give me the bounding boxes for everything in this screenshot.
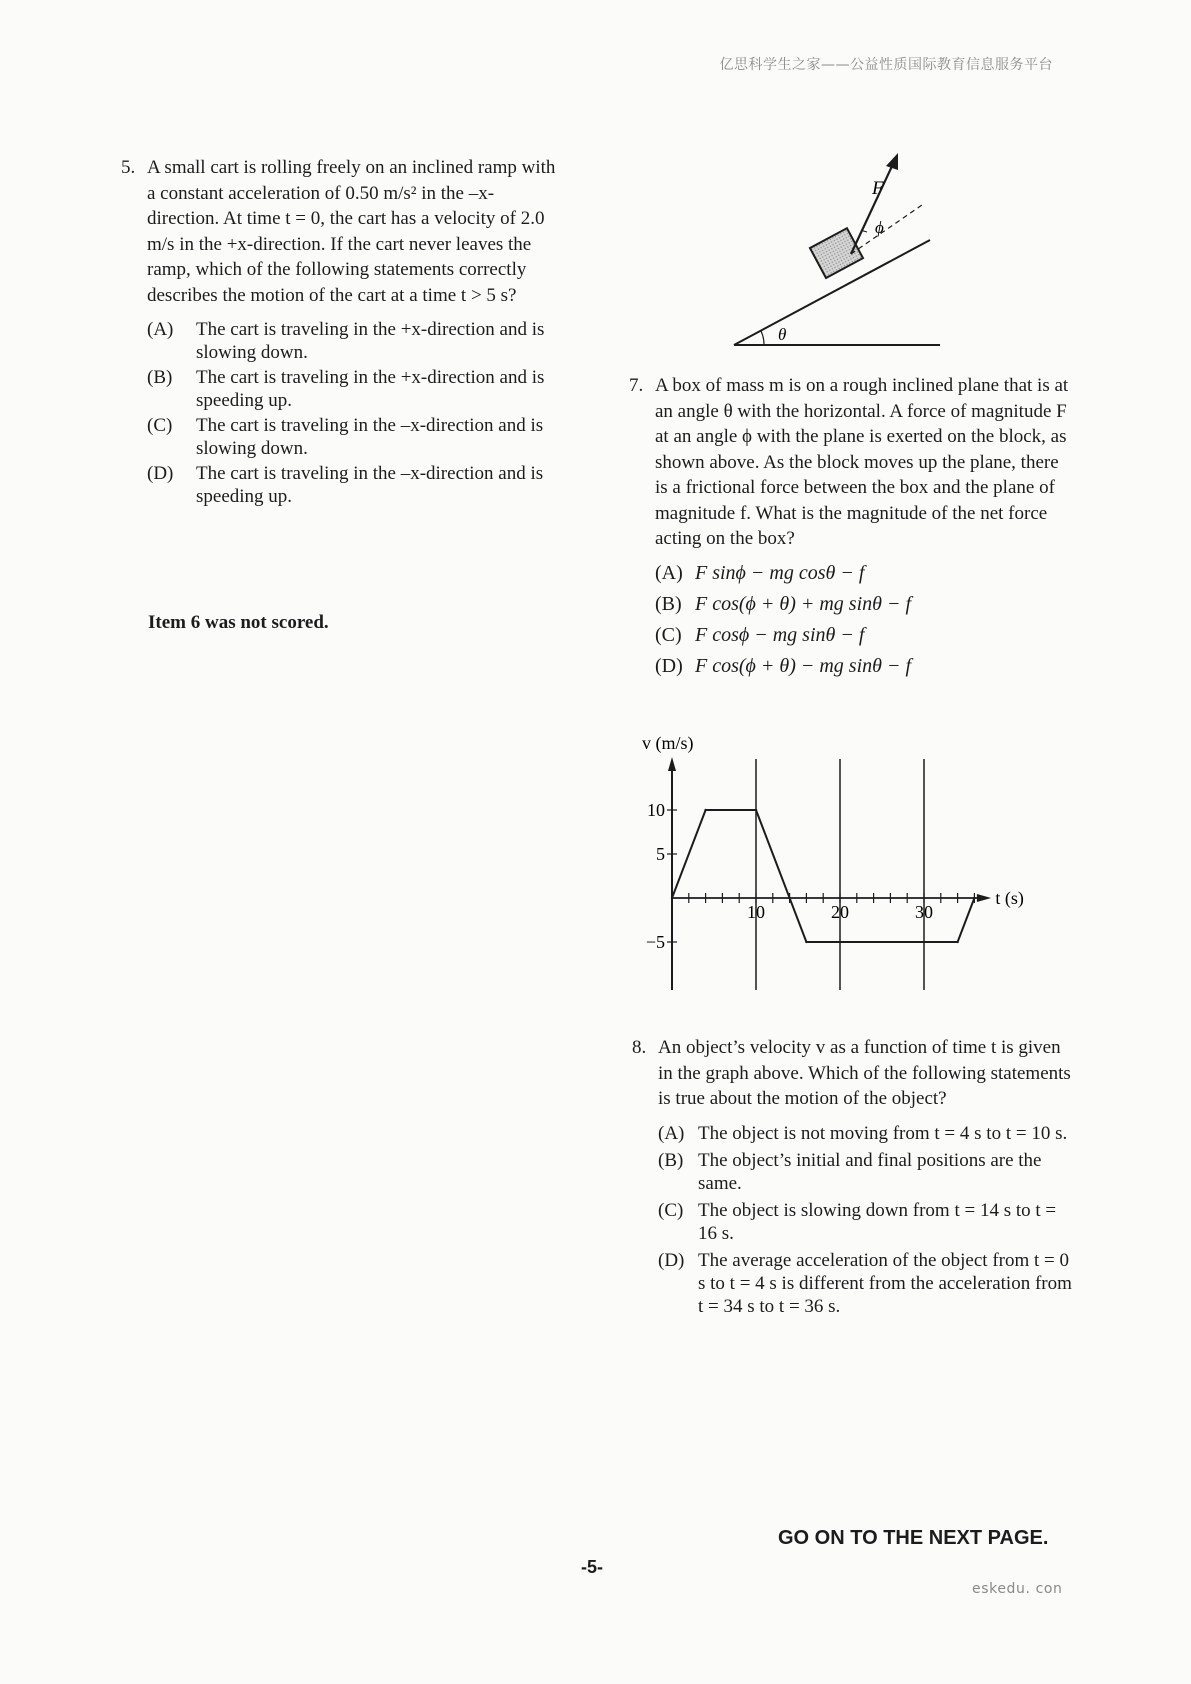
option-key: (D) (658, 1249, 685, 1271)
y-tick-label: −5 (645, 932, 665, 952)
option-b (147, 366, 561, 412)
data-point (973, 897, 975, 899)
item-6-note: Item 6 was not scored. (148, 612, 329, 633)
question-stem: A small cart is rolling freely on an inclined ramp with a constant acceleration of 0.50 m/s² in the –x-direction. At time t = 0, the cart has a velocity of 2.0 m/s in the +x-direction. If the cart never leaves the ramp, which of the following statements correctly describes the motion of the cart at a time t > 5 s? (147, 157, 556, 306)
velocity-series-line (672, 810, 974, 942)
option-text: The object is not moving from t = 4 s to t = 10 s. (698, 1122, 1068, 1144)
option-a (147, 318, 561, 364)
answer-options (655, 562, 1069, 678)
question-8 (632, 1035, 1072, 1322)
question-7 (629, 373, 1069, 686)
velocity-time-graph (625, 733, 1045, 1025)
x-axis-label: t (s) (995, 888, 1024, 908)
option-key: (A) (658, 1122, 685, 1144)
question-stem: An object’s velocity v as a function of time t is given in the graph above. Which of the following statements is true about the motion of the object? (658, 1037, 1071, 1109)
option-key: (C) (147, 415, 173, 436)
x-axis-arrowhead (977, 894, 991, 902)
question-number: 7. (629, 375, 644, 396)
answer-options (658, 1122, 1072, 1318)
y-axis-arrowhead (668, 757, 676, 771)
question-number: 8. (632, 1037, 647, 1058)
y-axis-label: v (m/s) (642, 733, 694, 753)
x-tick-label: 10 (747, 902, 765, 922)
site-watermark: eskedu. con (972, 1581, 1063, 1597)
option-text: The cart is traveling in the +x-direction and is slowing down. (196, 319, 545, 363)
option-d (658, 1249, 1072, 1318)
option-c (655, 624, 1069, 647)
option-text: F sinϕ − mg cosθ − f (695, 561, 865, 584)
page-number: -5- (581, 1557, 603, 1577)
question-stem: A box of mass m is on a rough inclined plane that is at an angle θ with the horizontal. A force of magnitude F at an angle ϕ with the plane is exerted on the block, as shown above. As the block moves up the plane, there is a frictional force between the box and the plane of magnitude f. What is the magnitude of the net force acting on the box? (655, 375, 1069, 549)
phi-label: ϕ (875, 218, 884, 237)
option-c (147, 414, 561, 460)
box (810, 228, 863, 278)
incline-diagram (720, 150, 950, 355)
answer-options (147, 318, 561, 508)
data-point (956, 941, 958, 943)
x-tick-label: 20 (831, 902, 849, 922)
option-text: The cart is traveling in the +x-direction and is speeding up. (196, 367, 545, 411)
site-banner: 亿思科学生之家——公益性质国际教育信息服务平台 (719, 57, 1053, 73)
option-text: The object is slowing down from t = 14 s to t = 16 s. (698, 1199, 1057, 1244)
data-point (755, 809, 757, 811)
option-b (658, 1149, 1072, 1195)
option-text: The object’s initial and final positions are the same. (698, 1149, 1042, 1194)
option-text: F cos(ϕ + θ) + mg sinθ − f (695, 592, 912, 615)
data-point (671, 897, 673, 899)
option-a (655, 562, 1069, 585)
option-key: (C) (658, 1199, 684, 1221)
data-point (704, 809, 706, 811)
option-text: The cart is traveling in the –x-direction and is speeding up. (196, 463, 544, 507)
option-key: (D) (147, 463, 174, 484)
option-text: The cart is traveling in the –x-direction and is slowing down. (196, 415, 544, 459)
option-key: (B) (655, 592, 682, 615)
option-key: (A) (147, 319, 174, 340)
option-key: (B) (658, 1149, 684, 1171)
y-tick-label: 10 (647, 800, 665, 820)
option-key: (C) (655, 623, 682, 646)
force-label: F (872, 178, 884, 199)
force-arrowhead (886, 153, 898, 170)
option-text: F cos(ϕ + θ) − mg sinθ − f (695, 654, 912, 677)
question-number: 5. (121, 157, 136, 178)
option-key: (D) (655, 654, 683, 677)
option-c (658, 1199, 1072, 1245)
option-d (147, 462, 561, 508)
option-d (655, 655, 1069, 678)
theta-arc (761, 331, 764, 345)
y-tick-label: 5 (656, 844, 665, 864)
x-tick-label: 30 (915, 902, 933, 922)
option-a (658, 1122, 1072, 1145)
option-text: The average acceleration of the object from t = 0 s to t = 4 s is different from the acceleration from t = 34 s to t = 36 s. (698, 1249, 1072, 1317)
go-on-next-page: GO ON TO THE NEXT PAGE. (778, 1527, 1049, 1549)
option-key: (B) (147, 367, 173, 388)
theta-label: θ (778, 325, 787, 344)
option-text: F cosϕ − mg sinθ − f (695, 623, 865, 646)
question-5 (121, 155, 561, 510)
option-b (655, 593, 1069, 616)
option-key: (A) (655, 561, 683, 584)
data-point (805, 941, 807, 943)
